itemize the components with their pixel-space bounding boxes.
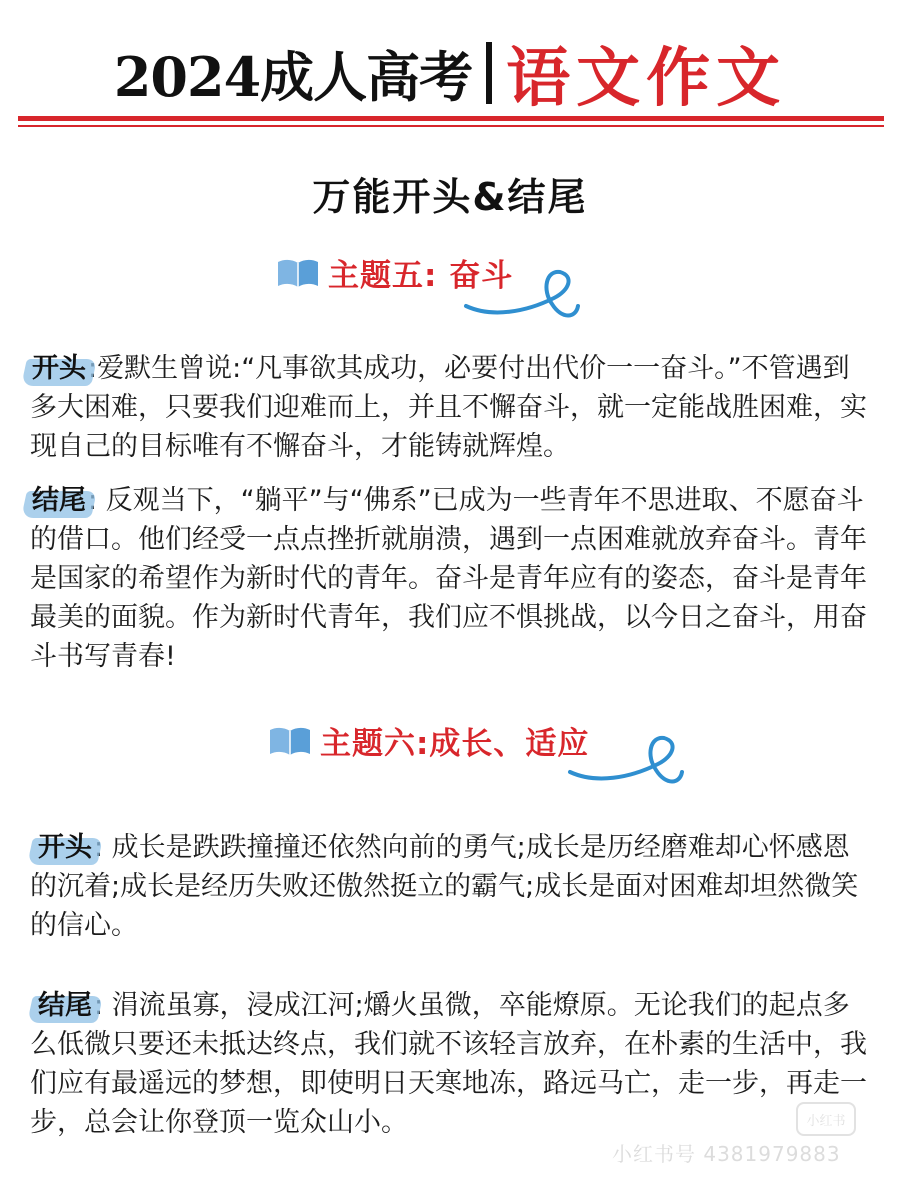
watermark-logo: 小红书 [796,1102,856,1136]
ending-text: : 反观当下，“躺平”与“佛系”已成为一些青年不思进取、不愿奋斗的借口。他们经受一点点挫折就崩溃，遇到一点困难就放弃奋斗。青年是国家的希望作为新时代的青年。奋斗是青年应有的姿态，奋斗是青年最美的面貌。作为新时代青年，我们应不惧挑战，以今日之奋斗，用奋斗书写青春! [30,485,867,672]
theme-6-ending [30,986,870,1142]
opening-tag: 开头 [30,349,88,388]
opening-text: :爱默生曾说:“凡事欲其成功，必要付出代价一一奋斗。”不管遇到多大困难，只要我们迎难而上，并且不懈奋斗，就一定能战胜困难，实现自己的目标唯有不懈奋斗，才能铸就辉煌。 [30,353,867,462]
ending-tag: 结尾 [36,986,94,1025]
ending-tag: 结尾 [30,481,88,520]
header-rule-thick [18,116,884,121]
header-divider [486,42,492,104]
theme-label: 主题六:成长、适应 [320,726,590,762]
theme-6-opening [30,828,870,945]
book-icon [276,257,320,289]
swirl-decoration-icon [462,262,582,332]
header-title-year: 2024成人高考 [113,44,473,109]
theme-5-ending [30,481,870,676]
page-subtitle: 万能开头&结尾 [312,175,588,219]
theme-label: 主题五: 奋斗 [328,258,514,294]
swirl-decoration-icon [566,728,686,798]
book-icon [268,725,312,757]
header-title-subject: 语文作文 [506,41,787,116]
theme-heading-6 [268,718,589,763]
page-header [0,28,900,118]
opening-text: : 成长是跌跌撞撞还依然向前的勇气;成长是历经磨难却心怀感恩的沉着;成长是经历失败还傲然挺立的霸气;成长是面对困难却坦然微笑的信心。 [30,832,859,941]
header-rule-thin [18,125,884,127]
ending-text: : 涓流虽寡，浸成江河;爝火虽微，卒能燎原。无论我们的起点多么低微只要还未抵达终点，我们就不该轻言放弃，在朴素的生活中，我们应有最遥远的梦想，即使明日天寒地冻，路远马亡，走一步，再走一步，总会让你登顶一览众山小。 [30,990,867,1138]
opening-tag: 开头 [36,828,94,867]
theme-5-opening [30,349,870,466]
watermark-text: 小红书号 4381979883 [612,1142,841,1166]
